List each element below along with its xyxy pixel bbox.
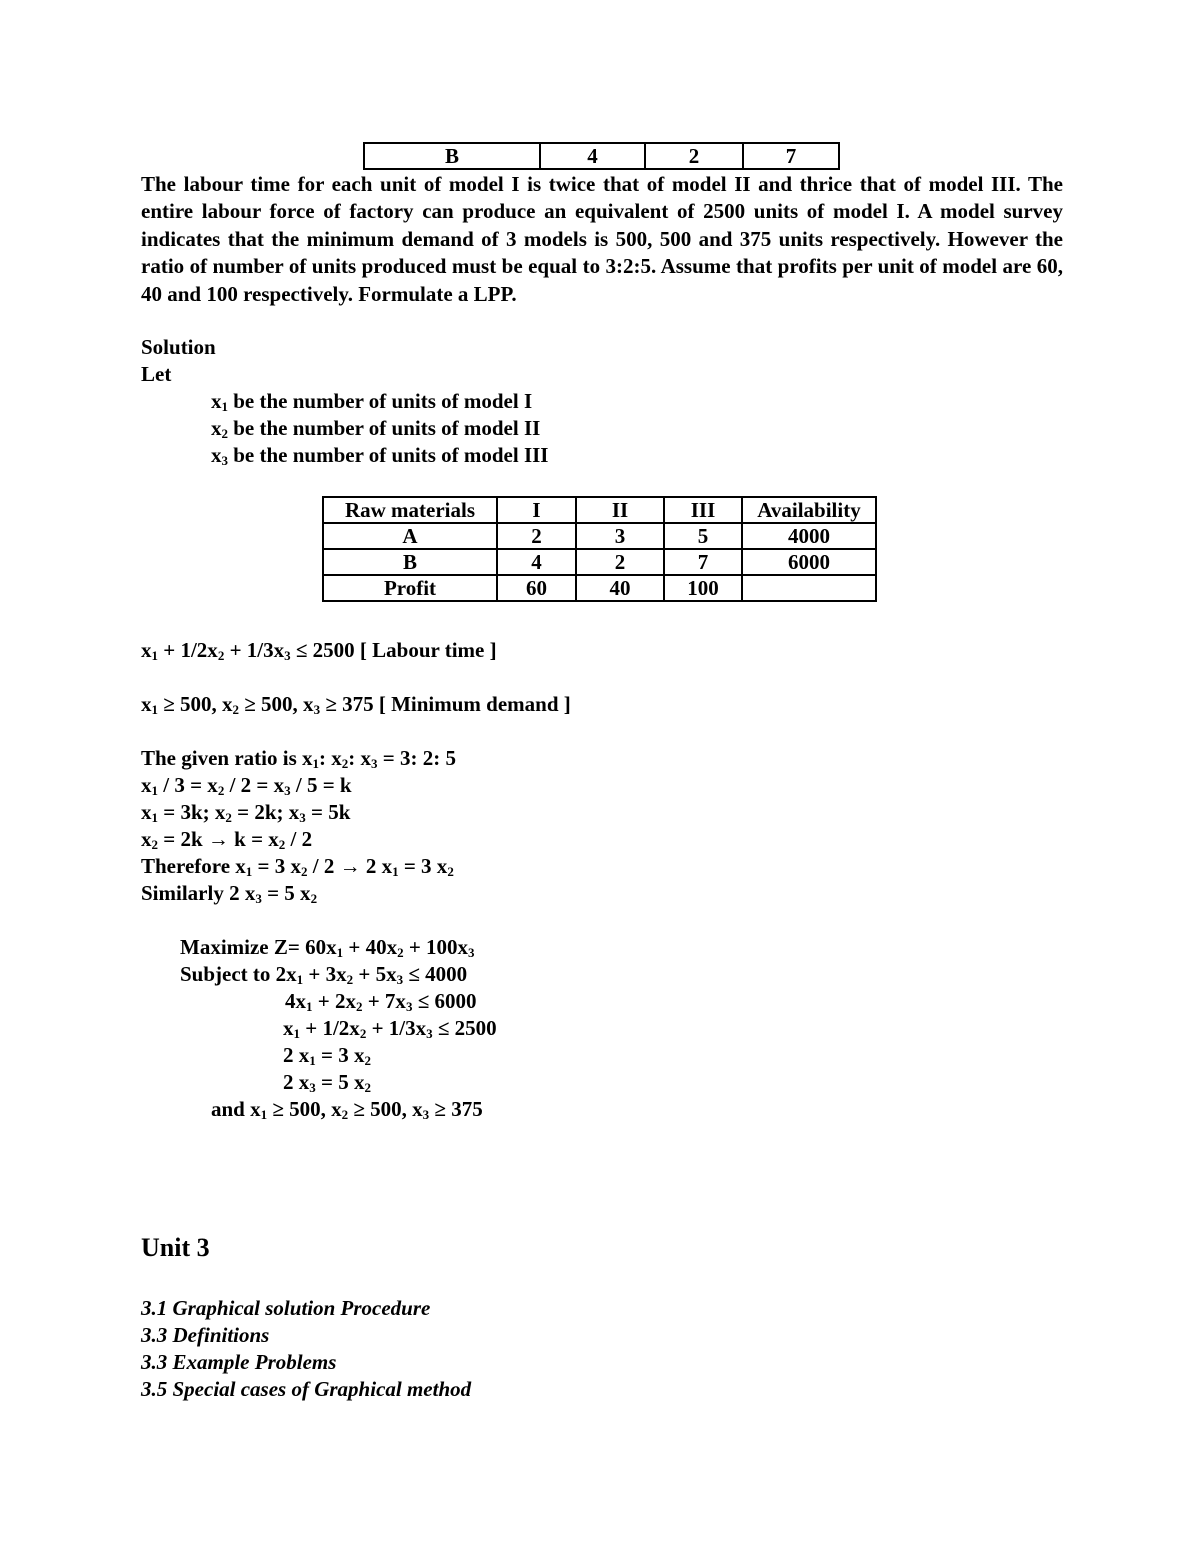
- table-cell: 6000: [742, 549, 876, 575]
- ratio-line: $x_1 / 3 = x_2 / 2 = x_3 / 5 = k$: [141, 773, 352, 798]
- table-cell: 2: [497, 523, 576, 549]
- table-cell: 40: [576, 575, 664, 601]
- variable-def: $x_1$ be the number of units of model I: [211, 389, 533, 414]
- ratio-line: $x_1 = 3k$; $x_2 = 2k$; $x_3 = 5k$: [141, 800, 351, 825]
- table-header: III: [664, 497, 742, 523]
- demand-constraint: $x_1 \ge 500$, $x_2 \ge 500$, $x_3 \ge 375$ [ Minimum demand ]: [141, 692, 571, 717]
- table-cell: 4: [497, 549, 576, 575]
- solution-heading: Solution: [141, 335, 216, 359]
- table-row: [323, 575, 876, 601]
- ratio-line: Similarly 2 $x_3 = 5$ $x_2$: [141, 881, 318, 906]
- table-row: [364, 143, 839, 169]
- labour-constraint: $x_1 + 1/2x_2 + 1/3x_3 \le 2500$ [ Labour time ]: [141, 638, 497, 663]
- table-cell: 7: [664, 549, 742, 575]
- constraint-line: Subject to $2x_1 + 3x_2 + 5x_3 \le 4000$: [180, 962, 468, 987]
- constraint-line: $4x_1 + 2x_2 + 7x_3 \le 6000$: [285, 989, 477, 1014]
- toc-item: 3.3 Definitions: [141, 1323, 270, 1347]
- table-cell: B: [323, 549, 497, 575]
- toc-item: 3.1 Graphical solution Procedure: [141, 1296, 431, 1320]
- toc-item: 3.3 Example Problems: [141, 1350, 337, 1374]
- let-label: Let: [141, 362, 172, 386]
- ratio-line: The given ratio is $x_1$: $x_2$: $x_3 = 3$: 2: 5: [141, 746, 456, 771]
- table-cell: 60: [497, 575, 576, 601]
- table-cell: 4000: [742, 523, 876, 549]
- table-cell: 7: [743, 143, 839, 169]
- top-table: [363, 142, 840, 170]
- table-header-row: [323, 497, 876, 523]
- table-cell: [742, 575, 876, 601]
- problem-text: The labour time for each unit of model I is twice that of model II and thrice that of model III. The entire labour force of factory can produce an equivalent of 2500 units of model I. A model survey indicates that the minimum demand of 3 models is 500, 500 and 375 units respectively. However the ratio of number of units produced must be equal to 3:2:5. Assume that profits per unit of model are 60, 40 and 100 respectively. Formulate a LPP.: [141, 172, 1063, 306]
- variable-def: $x_3$ be the number of units of model III: [211, 443, 549, 468]
- table-cell: B: [364, 143, 540, 169]
- table-cell: 100: [664, 575, 742, 601]
- ratio-line: Therefore $x_1 = 3$ $x_2 / 2 \to 2$ $x_1 = 3$ $x_2$: [141, 854, 454, 879]
- table-cell: 3: [576, 523, 664, 549]
- variable-def: $x_2$ be the number of units of model II: [211, 416, 541, 441]
- toc-item: 3.5 Special cases of Graphical method: [141, 1377, 472, 1401]
- table-cell: 2: [576, 549, 664, 575]
- constraint-line: 2 $x_3 = 5$ $x_2$: [283, 1070, 371, 1095]
- table-header: Raw materials: [323, 497, 497, 523]
- table-cell: 5: [664, 523, 742, 549]
- nonnegativity-line: and $x_1 \ge 500$, $x_2 \ge 500$, $x_3 \ge 375$: [211, 1097, 483, 1122]
- constraint-line: 2 $x_1 = 3$ $x_2$: [283, 1043, 371, 1068]
- ratio-line: $x_2 = 2k \to k = x_2 / 2$: [141, 827, 313, 852]
- objective-function: Maximize $Z= 60x_1 + 40x_2 + 100x_3$: [180, 935, 475, 960]
- table-row: [323, 523, 876, 549]
- raw-materials-table: [322, 496, 877, 602]
- table-cell: Profit: [323, 575, 497, 601]
- table-header: Availability: [742, 497, 876, 523]
- table-cell: 4: [540, 143, 645, 169]
- constraint-line: $x_1 + 1/2x_2 + 1/3x_3 \le 2500$: [283, 1016, 497, 1041]
- unit-heading: Unit 3: [141, 1233, 210, 1262]
- table-header: II: [576, 497, 664, 523]
- table-cell: 2: [645, 143, 743, 169]
- table-header: I: [497, 497, 576, 523]
- table-row: [323, 549, 876, 575]
- table-cell: A: [323, 523, 497, 549]
